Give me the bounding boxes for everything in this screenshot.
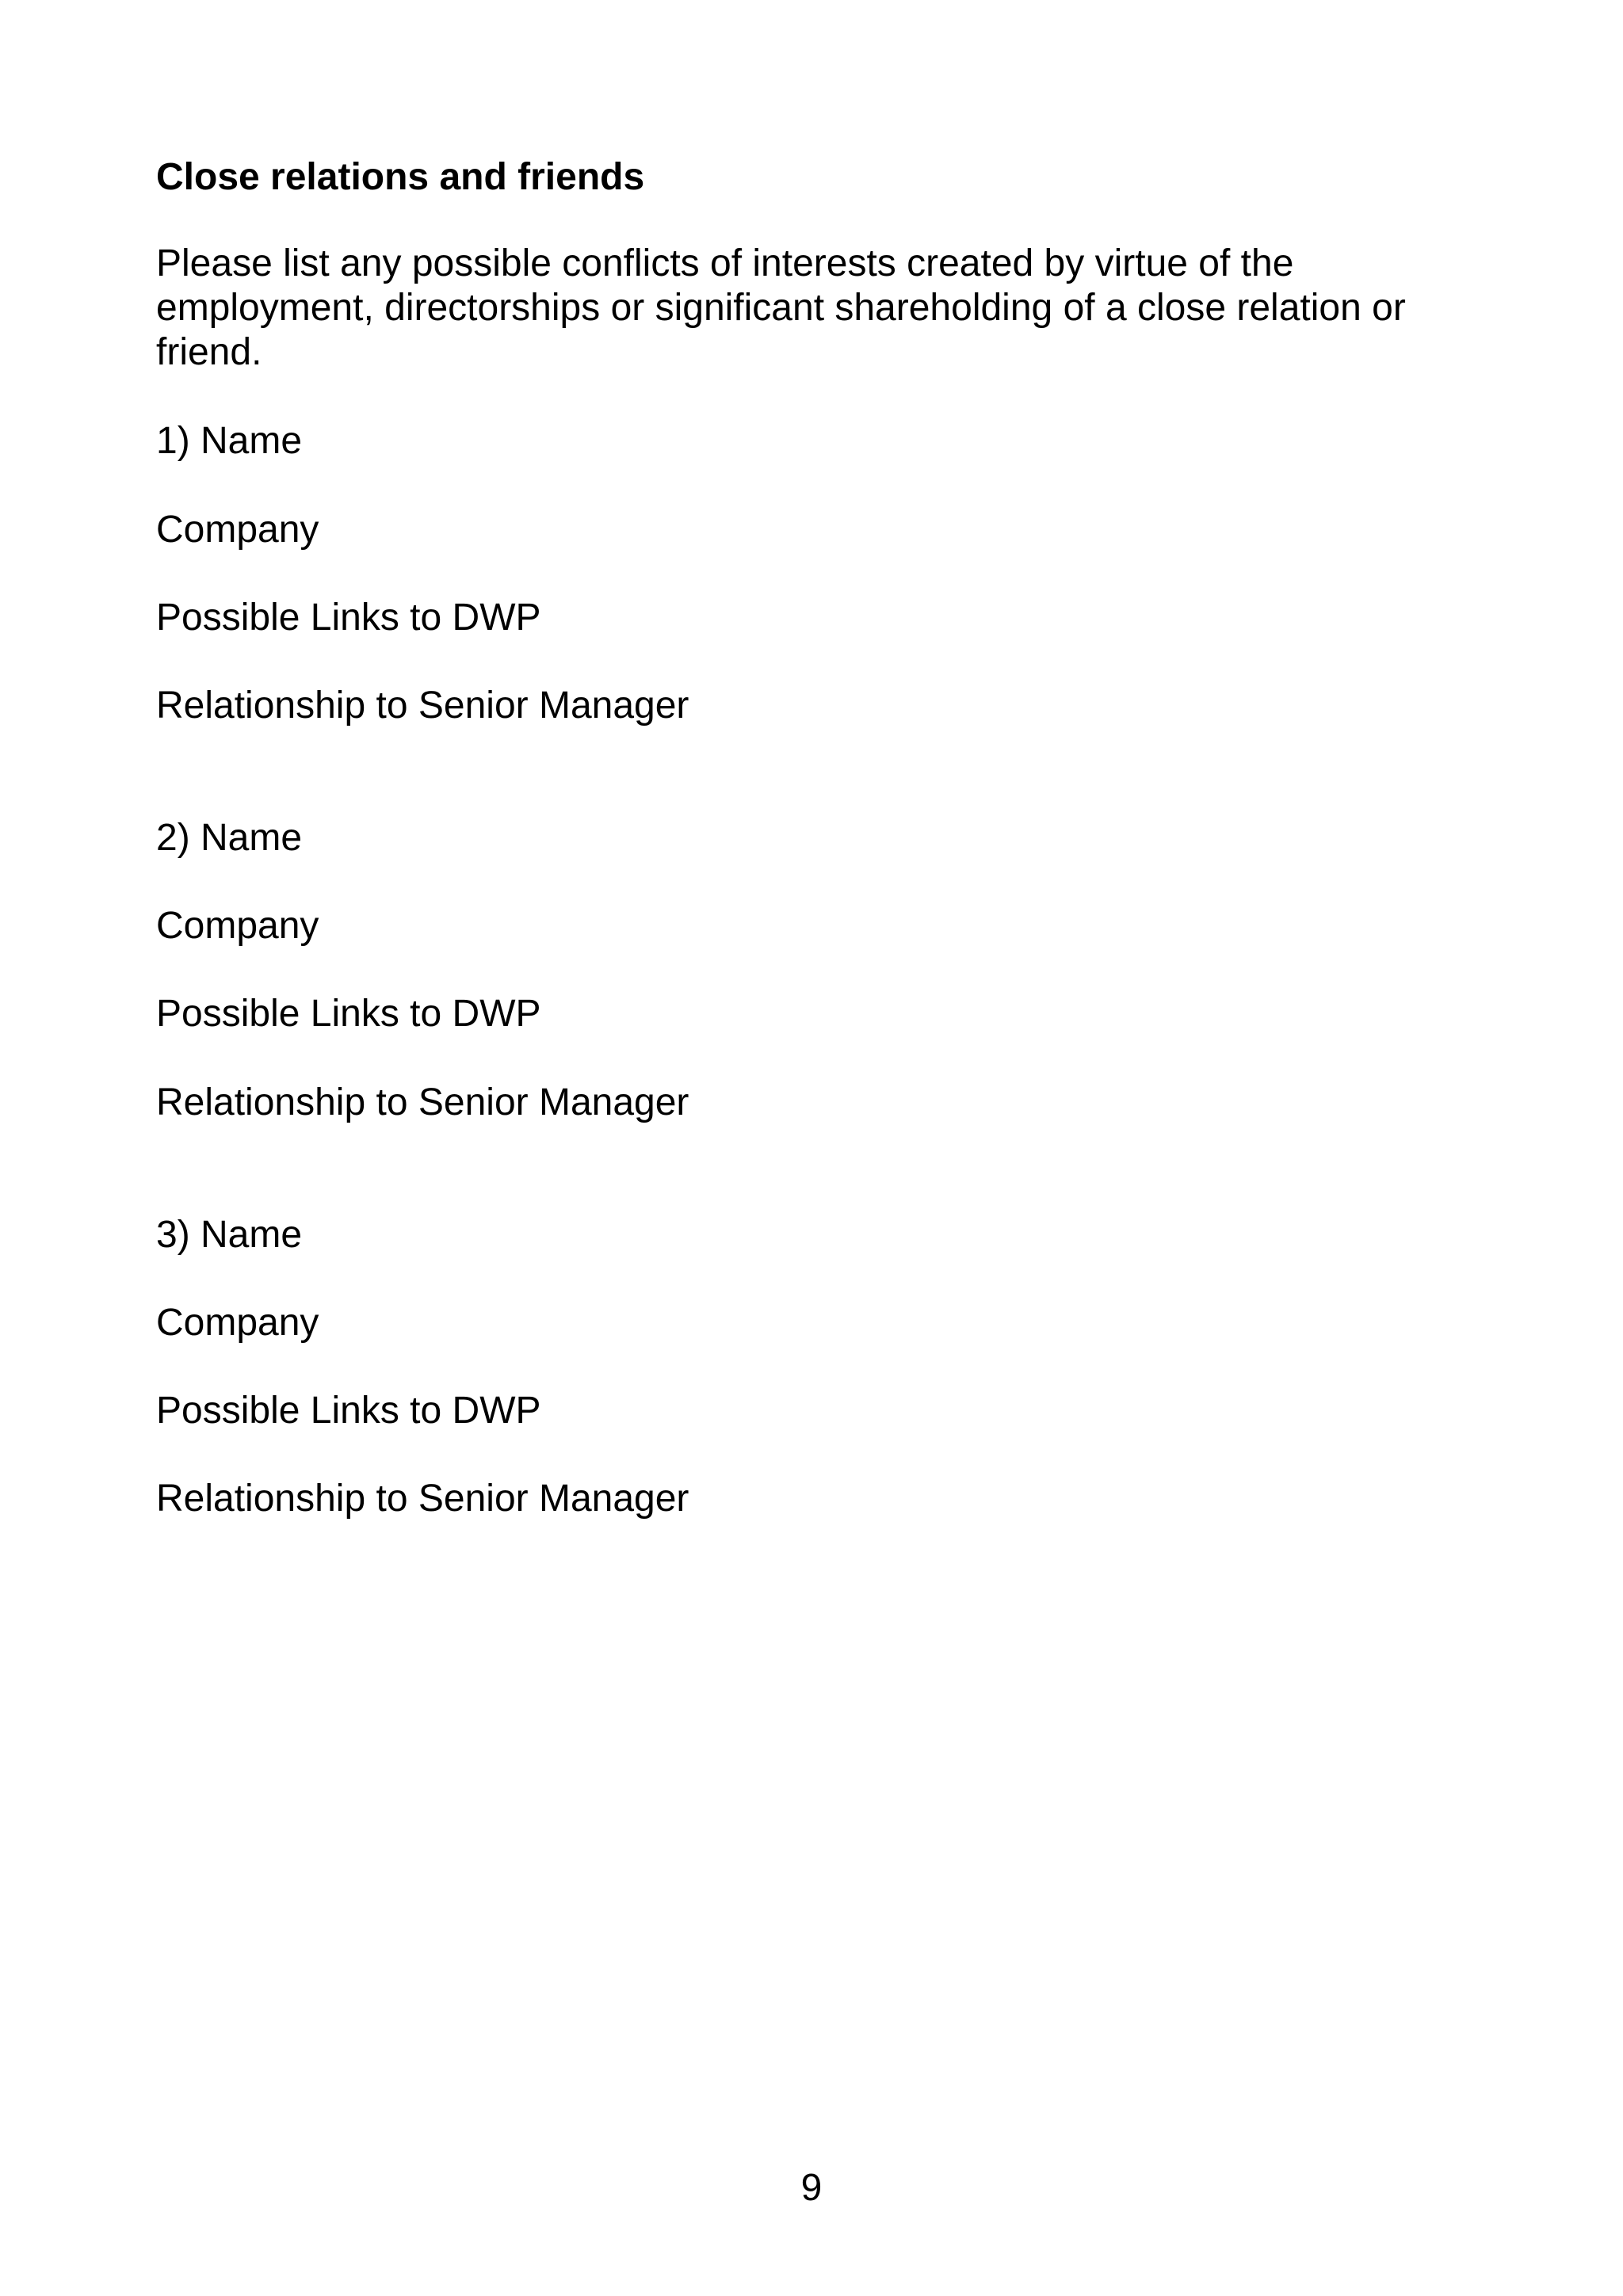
entry-1-relationship-label: Relationship to Senior Manager (156, 685, 689, 727)
entry-2-links-label: Possible Links to DWP (156, 993, 541, 1035)
entry-3-name-label: 3) Name (156, 1214, 303, 1256)
entry-2-company-label: Company (156, 905, 319, 947)
intro-paragraph: Please list any possible conflicts of interests created by virtue of the employment, directorships or significant shareholding of a close relation or friend. (156, 242, 1406, 373)
entry-3-links-label: Possible Links to DWP (156, 1390, 541, 1432)
entry-1-company-label: Company (156, 509, 319, 551)
entry-2-relationship-label: Relationship to Senior Manager (156, 1081, 689, 1123)
section-heading: Close relations and friends (156, 156, 645, 198)
entry-1-links-label: Possible Links to DWP (156, 597, 541, 639)
entry-3-company-label: Company (156, 1302, 319, 1344)
page-number: 9 (800, 2167, 823, 2209)
entry-3-relationship-label: Relationship to Senior Manager (156, 1478, 689, 1520)
entry-1-name-label: 1) Name (156, 420, 303, 462)
entry-2-name-label: 2) Name (156, 817, 303, 859)
